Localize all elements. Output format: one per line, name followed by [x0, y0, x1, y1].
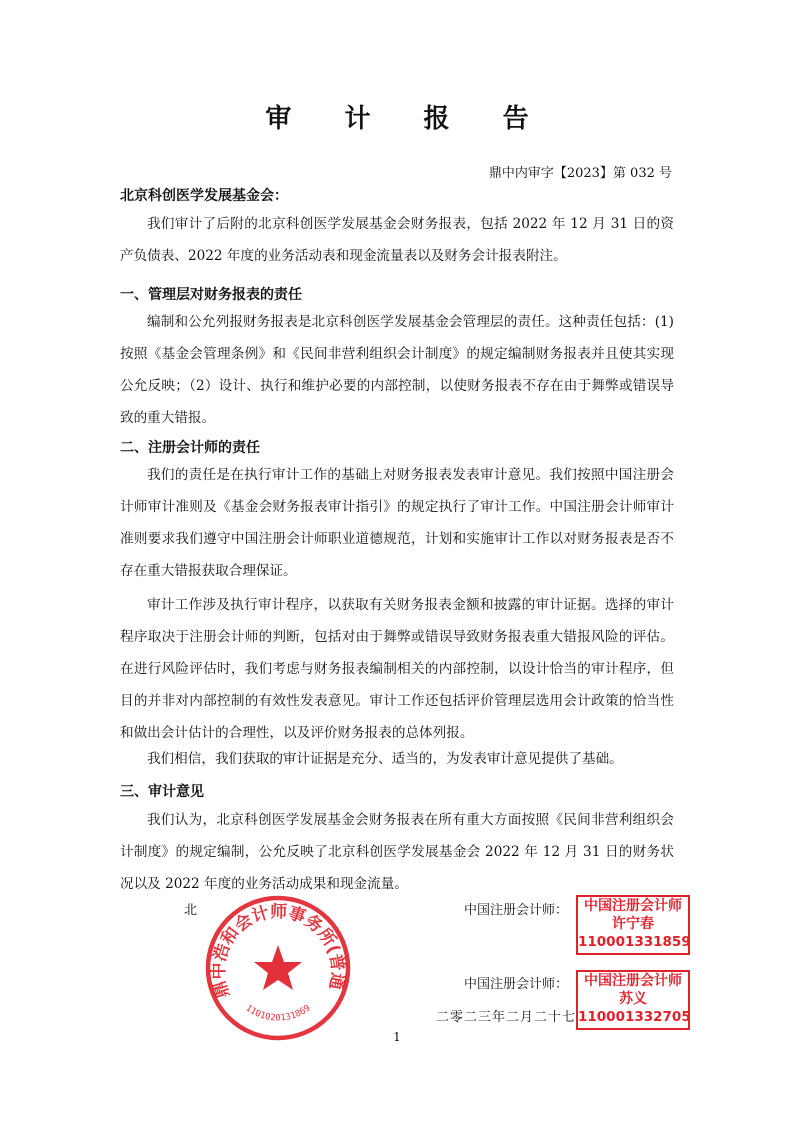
paragraph-audit-procedures: 审计工作涉及执行审计程序，以获取有关财务报表金额和披露的审计证据。选择的审计程序取决于注册会计师的判断，包括对由于舞弊或错误导致财务报表重大错报风险的评估。在进行风险评估时，我们考虑与财务报表编制相关的内部控制，以设计恰当的审计程序，但目的并非对内部控制的有效性发表意见。审计工作还包括评价管理层选用会计政策的恰当性和做出会计估计的合理性，以及评价财务报表的总体列报。 — [120, 597, 674, 741]
firm-seal-text: 鼎中浩和会计师事务所(普通 — [208, 902, 348, 1001]
svg-text:北京鼎中浩和会计师事务所(普通合伙) — [203, 893, 348, 1001]
cpa-seal-2 — [576, 970, 690, 1030]
report-date: 二零二三年二月二十七 — [436, 1010, 577, 1025]
cpa-label-2: 中国注册会计师： — [464, 977, 569, 992]
cpa-label-1: 中国注册会计师： — [464, 903, 569, 918]
report-number: 鼎中内审字【2023】第 032 号 — [488, 166, 672, 181]
addressee: 北京科创医学发展基金会： — [120, 188, 288, 204]
section-heading-cpa: 二、注册会计师的责任 — [120, 440, 260, 456]
section-heading-opinion: 三、审计意见 — [120, 784, 204, 800]
paragraph-audit-opinion: 我们认为，北京科创医学发展基金会财务报表在所有重大方面按照《民间非营利组织会计制度》的规定编制，公允反映了北京科创医学发展基金会 2022 年 12 月 31 日的财务状况以及 2022 年度的业务活动成果和现金流量。 — [120, 812, 674, 892]
cpa-seal-1-name: 许宁春 — [612, 916, 654, 932]
paragraph-cpa-responsibility: 我们的责任是在执行审计工作的基础上对财务报表发表审计意见。我们按照中国注册会计师审计准则及《基金会财务报表审计指引》的规定执行了审计工作。中国注册会计师审计准则要求我们遵守中国注册会计师职业道德规范，计划和实施审计工作以对财务报表是否不存在重大错报获取合理保证。 — [120, 467, 674, 579]
firm-seal — [203, 893, 353, 1043]
cpa-seal-2-name: 苏义 — [619, 991, 647, 1007]
page-number: 1 — [393, 1030, 401, 1044]
firm-seal-number: 1101020131869 — [243, 1003, 313, 1024]
page-title: 审 计 报 告 — [265, 104, 551, 134]
section-heading-management: 一、管理层对财务报表的责任 — [120, 287, 302, 303]
firm-name-fragment: 北 — [184, 903, 198, 918]
cpa-seal-2-title: 中国注册会计师 — [584, 973, 682, 989]
svg-text:1101020131869 — [244, 1003, 313, 1023]
paragraph-audit-evidence: 我们相信，我们获取的审计证据是充分、适当的，为发表审计意见提供了基础。 — [147, 751, 623, 767]
cpa-seal-1-number: 110001331859 — [578, 934, 691, 950]
paragraph-management-responsibility: 编制和公允列报财务报表是北京科创医学发展基金会管理层的责任。这种责任包括：(1)按照《基金会管理条例》和《民间非营利组织会计制度》的规定编制财务报表并且使其实现公允反映；（2）设计、执行和维护必要的内部控制，以使财务报表不存在由于舞弊或错误导致的重大错报。 — [120, 314, 674, 426]
cpa-seal-1-title: 中国注册会计师 — [584, 898, 682, 914]
cpa-seal-1 — [576, 895, 690, 955]
intro-paragraph: 我们审计了后附的北京科创医学发展基金会财务报表，包括 2022 年 12 月 31 日的资产负债表、2022 年度的业务活动表和现金流量表以及财务会计报表附注。 — [120, 216, 674, 264]
cpa-seal-2-number: 110001332705 — [578, 1009, 691, 1025]
